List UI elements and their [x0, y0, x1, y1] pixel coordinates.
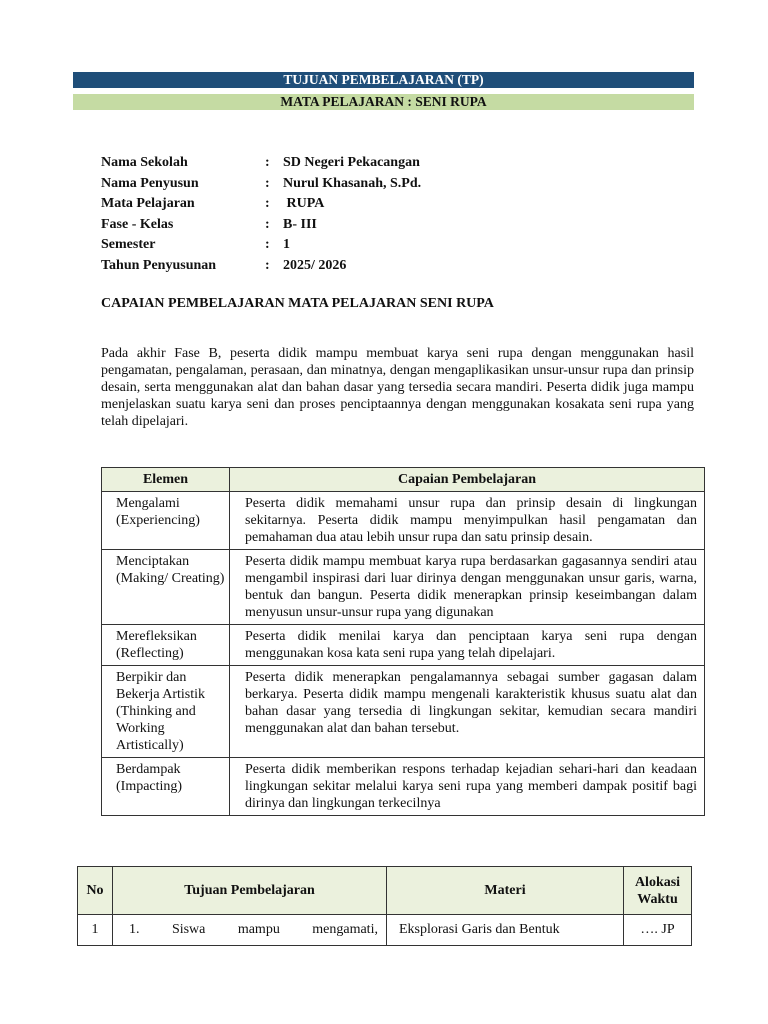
capaian-cell: Peserta didik menilai karya dan penciptaan karya seni rupa dengan menggunakan kosa kata seni rupa yang telah dipelajari. [230, 625, 705, 666]
element-cell: Merefleksikan (Reflecting) [102, 625, 230, 666]
column-header-tujuan: Tujuan Pembelajaran [113, 867, 387, 915]
info-label: Nama Sekolah [101, 155, 188, 170]
column-header-elemen: Elemen [102, 468, 230, 492]
info-label: Tahun Penyusunan [101, 257, 217, 273]
info-value: Nurul Khasanah, S.Pd. [283, 175, 422, 191]
info-value: 2025/ 2026 [283, 257, 347, 273]
capaian-cell: Peserta didik memberikan respons terhadap kejadian sehari-hari dan keadaan lingkungan sekitar melalui karya seni rupa yang memberi dampak positif bagi dirinya dan lingkungan terkecilnya [230, 758, 705, 816]
row-number: 1 [78, 915, 113, 946]
info-label: Fase - Kelas [101, 216, 174, 232]
table-row [102, 492, 705, 550]
info-value: SD Negeri Pekacangan [283, 155, 420, 170]
column-header-no: No [78, 867, 113, 915]
element-cell: Mengalami (Experiencing) [102, 492, 230, 550]
table-row [102, 758, 705, 816]
page-subtitle: MATA PELAJARAN : SENI RUPA [73, 94, 694, 110]
table-row [102, 666, 705, 758]
info-label: Nama Penyusun [101, 175, 199, 191]
element-cell: Menciptakan (Making/ Creating) [102, 550, 230, 625]
materi-cell: Eksplorasi Garis dan Bentuk [387, 915, 624, 946]
table-row [78, 915, 692, 946]
table-header-row [78, 867, 692, 915]
cp-paragraph: Pada akhir Fase B, peserta didik mampu membuat karya seni rupa dengan menggunakan hasil pengamatan, pengalaman, perasaan, dan minatnya, dengan mengaplikasikan unsur-unsur rupa dan prinsip desain, serta menggunakan alat dan bahan dasar yang tersedia secara mandiri. Peserta didik juga mampu menjelaskan suatu karya seni dan proses penciptaannya dengan menggunakan kosakata seni rupa yang telah dipelajari. [101, 346, 694, 429]
tp-table [77, 866, 692, 946]
page-title: TUJUAN PEMBELAJARAN (TP) [73, 72, 694, 88]
capaian-cell: Peserta didik mampu membuat karya rupa berdasarkan gagasannya sendiri atau mengambil inspirasi dari luar dirinya dengan menggunakan unsur garis, warna, bentuk dan bangun. Peserta didik menerapkan prinsip keseimbangan dalam menyusun unsur-unsur rupa yang digunakan [230, 550, 705, 625]
capaian-cell: Peserta didik memahami unsur rupa dan prinsip desain di lingkungan sekitarnya. Peserta didik mampu menyimpulkan hasil pengamatan dan pemahaman dua atau lebih unsur rupa dan satu prinsip desain. [230, 492, 705, 550]
info-value: RUPA [283, 196, 325, 211]
table-header-row [102, 468, 705, 492]
table-row [102, 550, 705, 625]
element-cell: Berpikir dan Bekerja Artistik (Thinking and Working Artistically) [102, 666, 230, 758]
element-cell: Berdampak (Impacting) [102, 758, 230, 816]
table-row [102, 625, 705, 666]
column-header-alokasi: Alokasi Waktu [624, 867, 692, 915]
info-value: 1 [283, 237, 290, 252]
column-header-capaian: Capaian Pembelajaran [230, 468, 705, 492]
tujuan-word: Siswa [171, 922, 206, 937]
alokasi-cell: …. JP [624, 915, 692, 946]
capaian-cell: Peserta didik menerapkan pengalamannya sebagai sumber gagasan dalam berkarya. Peserta didik mampu mengenali karakteristik khusus suatu alat dan bahan dasar yang tersedia di lingkungan sekitar, kemudian secara mandiri menggunakan alat dan bahan tersebut. [230, 666, 705, 758]
section-heading: CAPAIAN PEMBELAJARAN MATA PELAJARAN SENI RUPA [101, 296, 494, 311]
list-number: 1. [129, 922, 140, 937]
column-header-materi: Materi [387, 867, 624, 915]
tujuan-cell [113, 915, 387, 946]
tujuan-word: mampu [237, 922, 280, 937]
info-label: Mata Pelajaran [101, 196, 195, 211]
cp-table [101, 467, 705, 816]
info-label: Semester [101, 237, 156, 252]
tujuan-word: mengamati, [312, 922, 378, 937]
info-value: B- III [283, 216, 317, 232]
